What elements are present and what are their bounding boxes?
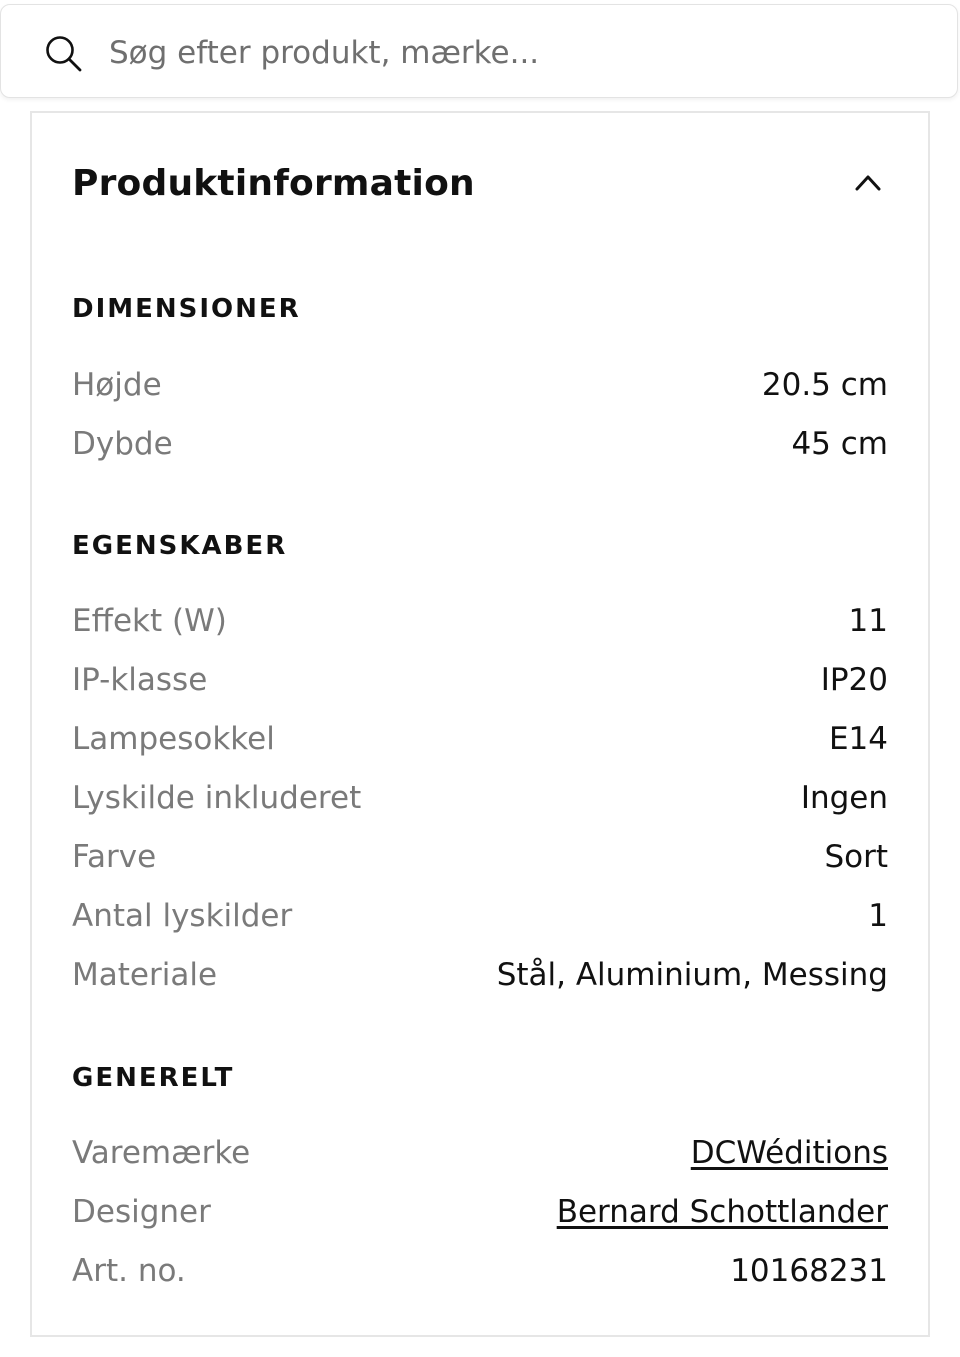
section-heading-properties: EGENSKABER	[72, 531, 288, 561]
designer-link[interactable]: Bernard Schottlander	[556, 1194, 888, 1230]
spec-label: IP-klasse	[72, 662, 208, 698]
spec-label: Højde	[72, 367, 162, 403]
spec-row-light-source-count	[72, 898, 888, 948]
search-input[interactable]	[109, 29, 909, 77]
section-heading-dimensions: DIMENSIONER	[72, 294, 301, 324]
spec-row-designer	[72, 1194, 888, 1244]
spec-value: Stål, Aluminium, Messing	[496, 957, 888, 993]
search-icon	[43, 33, 83, 73]
spec-label: Designer	[72, 1194, 211, 1230]
spec-row-color	[72, 839, 888, 889]
spec-row-height	[72, 367, 888, 417]
spec-label: Lyskilde inkluderet	[72, 780, 362, 816]
spec-row-material	[72, 957, 888, 1007]
spec-row-ip-class	[72, 662, 888, 712]
spec-value: Sort	[824, 839, 888, 875]
product-info-toggle[interactable]	[32, 113, 928, 259]
spec-row-brand	[72, 1135, 888, 1185]
panel-title: Produktinformation	[72, 163, 475, 204]
spec-value: IP20	[820, 662, 888, 698]
spec-row-depth	[72, 426, 888, 476]
spec-label: Antal lyskilder	[72, 898, 293, 934]
spec-value: 20.5 cm	[761, 367, 888, 403]
brand-link[interactable]: DCWéditions	[690, 1135, 888, 1171]
spec-label: Dybde	[72, 426, 173, 462]
section-heading-general: GENERELT	[72, 1063, 235, 1093]
spec-row-socket	[72, 721, 888, 771]
spec-label: Varemærke	[72, 1135, 251, 1171]
spec-value: 10168231	[730, 1253, 888, 1289]
spec-row-light-source-included	[72, 780, 888, 830]
spec-value: 45 cm	[791, 426, 888, 462]
product-info-panel	[30, 111, 930, 1337]
spec-row-power	[72, 603, 888, 653]
spec-value: 1	[868, 898, 888, 934]
spec-label: Materiale	[72, 957, 218, 993]
spec-value: 11	[848, 603, 888, 639]
spec-label: Effekt (W)	[72, 603, 227, 639]
spec-label: Art. no.	[72, 1253, 186, 1289]
chevron-up-icon[interactable]	[852, 171, 884, 195]
spec-label: Farve	[72, 839, 157, 875]
spec-label: Lampesokkel	[72, 721, 275, 757]
spec-value: Ingen	[800, 780, 888, 816]
spec-row-article-number	[72, 1253, 888, 1303]
spec-value: E14	[828, 721, 888, 757]
search-bar[interactable]	[0, 4, 958, 98]
